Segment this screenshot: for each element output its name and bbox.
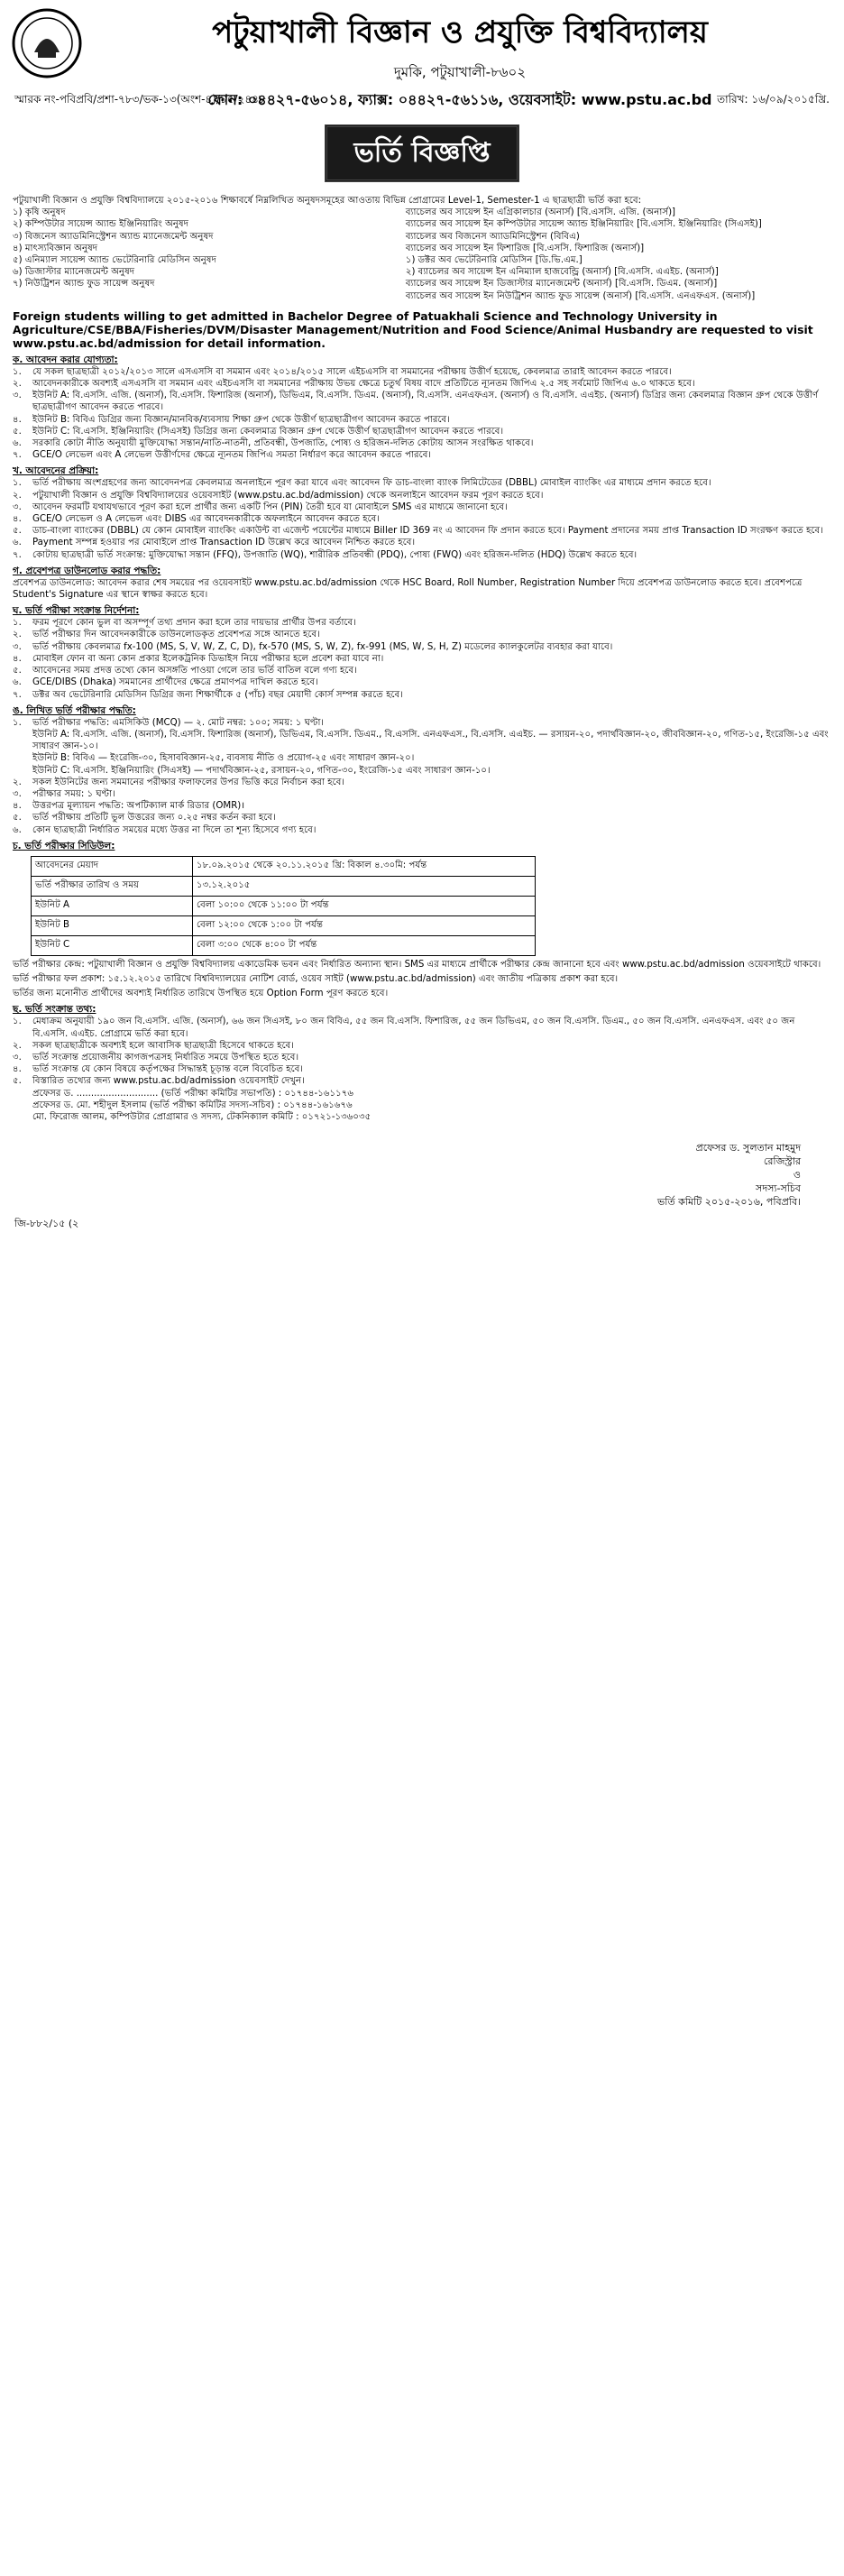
item-number: ৩.: [13, 641, 22, 652]
item-text: আবেদন ফরমটি যথাযথভাবে পূরণ করা হলে প্রার্থীর জন্য একটি পিন (PIN) তৈরী হবে যা মোবাইলে SMS এর মাধ্যমে জানানো হবে।: [32, 501, 508, 512]
item-text: ইউনিট A: বি.এসসি. এজি. (অনার্স), বি.এসসি. ফিশারিজ (অনার্স), ডিভিএম, বি.এসসি. ডিএম., বি.এসসি. এনএফএস., বি.এসসি. এএইচ. — রসায়ন-২০, পদার্থবিজ্ঞান-২০, জীববিজ্ঞান-২০, গণিত-১৫, ইংরেজি-১৫ এবং সাধারণ জ্ঞান-১০।: [32, 729, 829, 752]
list-item: [7, 537, 837, 548]
item-number: ৫.: [13, 1076, 22, 1087]
degree-item: ব্যাচেলর অব সায়েন্স ইন এগ্রিকালচার (অনার্স) [বি.এসসি. এজি. (অনার্স)]: [405, 207, 676, 218]
list-item: [7, 477, 837, 489]
item-text: ফরম পূরণে কোন ভুল বা অসম্পূর্ণ তথ্য প্রদান করা হলে তার দায়ভার প্রার্থীর উপর বর্তাবে।: [32, 618, 356, 629]
list-item: [7, 390, 837, 413]
list-item: [7, 653, 837, 665]
item-number: ১.: [13, 717, 22, 728]
admit-card-text: প্রবেশপত্র ডাউনলোড: আবেদন করার শেষ সময়ের পর ওয়েবসাইট www.pstu.ac.bd/admission থেকে HSC Board, Roll Number, Registration Number দিয়ে প্রবেশপত্র ডাউনলোড করতে হবে। প্রবেশপত্রে Student's Signature এর স্থানে স্বাক্ষর করতে হবে।: [13, 577, 803, 601]
item-text: আবেদনকারীকে অবশ্যই এসএসসি বা সমমান এবং এইচএসসি বা সমমানের পরীক্ষায় উভয় ক্ষেত্রে চতুর্থ বিষয় বাদে প্রতিটিতে ন্যূনতম জিপিএ ২.৫ সহ সর্বমোট জিপিএ ৬.০ থাকতে হবে।: [32, 379, 695, 390]
item-text: ইউনিট A: বি.এসসি. এজি. (অনার্স), বি.এসসি. ফিশারিজ (অনার্স), ডিভিএম, বি.এসসি. ডিএম. (অনার্স), বি.এসসি. এনএফএস. (অনার্স) ও বি.এসসি. এএইচ. (অনার্স) ডিগ্রির জন্য কেবলমাত্র বিজ্ঞান গ্রুপ থেকে উত্তীর্ণ ছাত্রছাত্রীগণ আবেদন করতে পারবে।: [32, 391, 819, 413]
list-item: [7, 1075, 837, 1087]
degree-item: ব্যাচেলর অব সায়েন্স ইন নিউট্রিশন অ্যান্ড ফুড সায়েন্স (অনার্স) [বি.এসসি. এনএফএস. (অনার্স)]: [405, 290, 756, 301]
item-text: ভর্তি পরীক্ষায় কেবলমাত্র fx-100 (MS, S, V, W, Z, C, D), fx-570 (MS, S, W, Z), fx-991 (MS, W, S, H, Z) মডেলের ক্যালকুলেটর ব্যবহার করা যাবে।: [32, 641, 613, 652]
list-item: [7, 729, 837, 752]
item-number: ৪.: [13, 414, 22, 425]
list-item: [7, 437, 837, 449]
signatory-and: ও: [793, 1169, 801, 1182]
degree-item: ১) ডক্টর অব ভেটেরিনারি মেডিসিন [ডি.ভি.এম.]: [405, 255, 583, 266]
list-item: [7, 788, 837, 800]
item-text: যে সকল ছাত্রছাত্রী ২০১২/২০১৩ সালে এসএসসি বা সমমান এবং ২০১৪/২০১৫ সালে এইচএসসি বা সমমানের পরীক্ষায় উত্তীর্ণ হয়েছে, কেবলমাত্র তারাই আবেদন করতে পারবে।: [32, 366, 672, 377]
list-item: [7, 1063, 837, 1075]
list-item: [7, 426, 837, 437]
item-text: কোটায় ছাত্রছাত্রী ভর্তি সংক্রান্ত: মুক্তিযোদ্ধা সন্তান (FFQ), উপজাতি (WQ), শারীরিক প্রতিবন্ধী (PDQ), পোষ্য (FWQ) এবং হরিজন-দলিত (HDQ) উল্লেখ করতে হবে।: [32, 549, 638, 560]
item-text: ডক্টর অব ভেটেরিনারি মেডিসিন ডিগ্রির জন্য শিক্ষার্থীকে ৫ (পাঁচ) বছর মেয়াদী কোর্স সম্পন্ন করতে হবে।: [32, 689, 403, 700]
signature-block: [7, 1141, 837, 1209]
item-number: ১.: [13, 1017, 22, 1027]
contact-numbers: ফোন: ০৪৪২৭-৫৬০১৪, ফ্যাক্স: ০৪৪২৭-৫৬১১৬, ওয়েবসাইট:: [207, 91, 577, 108]
item-text: মোবাইল ফোন বা অন্য কোন প্রকার ইলেকট্রনিক ডিভাইস নিয়ে পরীক্ষার হলে প্রবেশ করা যাবে না।: [32, 653, 384, 664]
signatory-title: রেজিস্ট্রার: [763, 1155, 801, 1168]
signatory-role: সদস্য-সচিব: [756, 1182, 801, 1195]
item-number: [13, 752, 32, 764]
contact-person: মো. ফিরোজ আলম, কম্পিউটার প্রোগ্রামার ও সদস্য, টেকনিক্যাল কমিটি : ০১৭২১-১৩৬০৩৫: [32, 1111, 372, 1122]
section-process-heading: খ. আবেদনের প্রক্রিয়া:: [13, 465, 99, 477]
admission-info-list: [7, 1016, 837, 1087]
section-written-heading: ঙ. লিখিত ভর্তি পরীক্ষার পদ্ধতি:: [13, 704, 136, 716]
list-item: [7, 501, 837, 513]
item-number: [13, 729, 32, 752]
item-text: পটুয়াখালী বিজ্ঞান ও প্রযুক্তি বিশ্ববিদ্যালয়ের ওয়েবসাইট (www.pstu.ac.bd/admission) থেকে অনলাইনে আবেদন ফরম পূরণ করতে হবে।: [32, 490, 544, 501]
instructions-list: [7, 617, 837, 700]
item-number: ৭.: [13, 689, 22, 700]
university-address: দুমকি, পটুয়াখালী-৮৬০২: [393, 64, 527, 80]
schedule-label: ভর্তি পরীক্ষার তারিখ ও সময়: [32, 876, 193, 896]
item-number: ৫.: [13, 666, 22, 676]
list-item: [7, 641, 837, 653]
item-number: ৩.: [13, 788, 22, 799]
contact-persons: [7, 1088, 837, 1124]
list-item: [7, 824, 837, 836]
item-number: ৫.: [13, 526, 22, 537]
list-item: [7, 617, 837, 629]
list-item: [7, 1052, 837, 1063]
item-text: ডাচ-বাংলা ব্যাংকের (DBBL) যে কোন মোবাইল ব্যাংকিং একাউন্ট বা এজেন্ট পয়েন্টের মাধ্যমে Biller ID 369 নং এ আবেদন ফি প্রদান করতে হবে। Payment প্রদানের সময় প্রাপ্ত Transaction ID সংরক্ষণ করতে হবে।: [32, 526, 823, 537]
schedule-value: ১৮.০৯.২০১৫ থেকে ২০.১১.২০১৫ খ্রি: বিকাল ৪.৩০মি: পর্যন্ত: [193, 856, 536, 876]
item-text: GCE/O লেভেল ও A লেভেল এবং DIBS এর আবেদনকারীকে অফলাইনে আবেদন করতে হবে।: [32, 514, 380, 525]
written-exam-list: [7, 717, 837, 836]
schedule-row: [32, 915, 536, 935]
contact-person: প্রফেসর ড. মো. শহীদুল ইসলাম (ভর্তি পরীক্ষা কমিটির সদস্য-সচিব) : ০১৭৪৪-১৬১৬৭৬: [32, 1099, 353, 1110]
notice-page: [7, 0, 837, 1233]
faculty-item: ৭) নিউট্রিশন অ্যান্ড ফুড সায়েন্স অনুষদ: [13, 279, 155, 290]
govt-press-code: জি-৮৮২/১৫ (২: [14, 1218, 79, 1230]
item-number: ৩.: [13, 501, 22, 512]
list-item: [7, 1040, 837, 1052]
list-item: [7, 549, 837, 561]
memo-number: স্মারক নং-পবিপ্রবি/প্রশা-৭৮৩/ভক-১৩(অংশ-৪)/১৫/২৪৪৮: [14, 93, 266, 106]
list-item: [7, 490, 837, 501]
schedule-value: বেলা ১২:০০ থেকে ১:০০ টা পর্যন্ত: [193, 915, 536, 935]
signatory-committee: ভর্তি কমিটি ২০১৫-২০১৬, পবিপ্রবি।: [657, 1196, 801, 1209]
item-text: Payment সম্পন্ন হওয়ার পর মোবাইলে প্রাপ্ত Transaction ID উল্লেখ করে আবেদন নিশ্চিত করতে হবে।: [32, 538, 416, 548]
faculty-item: ৩) বিজনেস অ্যাডমিনিস্ট্রেশন অ্যান্ড ম্যানেজমেন্ট অনুষদ: [13, 231, 214, 242]
schedule-table: [31, 856, 536, 956]
item-text: ইউনিট C: বি.এসসি. ইঞ্জিনিয়ারিং (সিএসই) ডিগ্রির জন্য কেবলমাত্র বিজ্ঞান গ্রুপ থেকে উত্তীর্ণ ছাত্রছাত্রীগণ আবেদন করতে পারবে।: [32, 426, 504, 437]
list-item: [7, 525, 837, 537]
item-number: ৭.: [13, 450, 22, 461]
faculty-item: ১) কৃষি অনুষদ: [13, 207, 66, 218]
item-text: সকল ইউনিটের জন্য সমমানের পরীক্ষার ফলাফলের উপর ভিত্তি করে নির্বাচন করা হবে।: [32, 777, 345, 787]
website-link[interactable]: www.pstu.ac.bd: [581, 91, 712, 108]
item-text: সকল ছাত্রছাত্রীকে অবশ্যই হলে আবাসিক ছাত্রছাত্রী হিসেবে থাকতে হবে।: [32, 1040, 294, 1051]
degree-item: ব্যাচেলর অব সায়েন্স ইন ফিশারিজ [বি.এসসি. ফিশারিজ (অনার্স)]: [405, 243, 645, 253]
item-text: ভর্তি পরীক্ষায় প্রতিটি ভুল উত্তরের জন্য ০.২৫ নম্বর কর্তন করা হবে।: [32, 813, 276, 823]
eligibility-list: [7, 366, 837, 462]
list-item: [7, 366, 837, 378]
item-number: ২.: [13, 630, 22, 640]
foreign-students-notice: Foreign students willing to get admitted in Bachelor Degree of Patuakhali Science and Technology University in Agriculture/CSE/BBA/Fisheries/DVM/Disaster Management/Nutrition and Food Science/Animal Husbandry are requested to visit www.pstu.ac.bd/admission for detail information.: [13, 308, 813, 350]
list-item: [7, 378, 837, 390]
process-list: [7, 477, 837, 560]
list-item: [7, 676, 837, 688]
section-admit-heading: গ. প্রবেশপত্র ডাউনলোড করার পদ্ধতি:: [13, 565, 161, 576]
faculty-list: [7, 207, 837, 302]
item-number: ৪.: [13, 514, 22, 525]
item-number: ২.: [13, 490, 22, 501]
schedule-row: [32, 876, 536, 896]
schedule-note: ভর্তি পরীক্ষার ফল প্রকাশ: ১৫.১২.২০১৫ তারিখে বিশ্ববিদ্যালয়ের নোটিশ বোর্ড, ওয়েব সাইট (www.pstu.ac.bd/admission) এবং জাতীয় পত্রিকায় প্রকাশ করা হবে।: [13, 973, 619, 984]
list-item: [7, 717, 837, 729]
section-schedule-heading: চ. ভর্তি পরীক্ষার সিডিউল:: [13, 840, 115, 851]
item-text: মেধাক্রম অনুযায়ী ১৯০ জন বি.এসসি. এজি. (অনার্স), ৬৬ জন সিএসই, ৮০ জন বিবিএ, ৫৫ জন বি.এসসি. ফিশারিজ, ৫৫ জন ডিভিএম, ৫০ জন বি.এসসি. ডিএম., ৫০ জন বি.এসসি. এনএফএস. এবং ৫০ জন বি.এসসি. এএইচ. প্রোগ্রামে ভর্তি করা হবে।: [32, 1017, 795, 1039]
list-item: [7, 665, 837, 676]
schedule-label: ইউনিট B: [32, 915, 193, 935]
item-number: ৫.: [13, 426, 22, 437]
memo-date: তারিখ: ১৬/০৯/২০১৫খ্রি.: [717, 93, 830, 106]
item-number: ১.: [13, 478, 22, 489]
item-text: ইউনিট B: বিবিএ — ইংরেজি-৩০, হিসাববিজ্ঞান-২৫, ব্যবসায় নীতি ও প্রয়োগ-২৫ এবং সাধারণ জ্ঞান-২০।: [32, 753, 415, 764]
item-number: ২.: [13, 379, 22, 390]
list-item: [7, 1016, 837, 1039]
item-text: ইউনিট C: বি.এসসি. ইঞ্জিনিয়ারিং (সিএসই) — পদার্থবিজ্ঞান-২৫, রসায়ন-২০, গণিত-৩০, ইংরেজি-১৫ এবং সাধারণ জ্ঞান-১০।: [32, 765, 491, 776]
schedule-value: ১৩.১২.২০১৫: [193, 876, 536, 896]
list-item: [7, 449, 837, 461]
item-text: সরকারি কোটা নীতি অনুযায়ী মুক্তিযোদ্ধা সন্তান/নাতি-নাতনী, প্রতিবন্ধী, উপজাতি, পোষ্য ও হরিজন-দলিত কোটায় আসন সংরক্ষিত থাকবে।: [32, 438, 534, 449]
item-number: ৩.: [13, 1052, 22, 1063]
faculty-item: ৬) ডিজাস্টার ম্যানেজমেন্ট অনুষদ: [13, 267, 135, 278]
list-item: [7, 513, 837, 525]
list-item: [7, 777, 837, 788]
item-number: ৭.: [13, 549, 22, 560]
item-number: ৩.: [13, 391, 22, 401]
item-number: ৪.: [13, 653, 22, 664]
item-text: কোন ছাত্রছাত্রী নির্ধারিত সময়ের মধ্যে উত্তর না দিলে তা শূন্য হিসেবে গণ্য হবে।: [32, 824, 316, 835]
item-text: ভর্তি পরীক্ষার পদ্ধতি: এমসিকিউ (MCQ) — ২. মোট নম্বর: ১০০; সময়: ১ ঘণ্টা।: [32, 717, 325, 728]
item-number: ৬.: [13, 538, 22, 548]
item-number: ৬.: [13, 824, 22, 835]
schedule-label: ইউনিট A: [32, 896, 193, 915]
item-text: ভর্তি পরীক্ষায় অংশগ্রহণের জন্য আবেদনপত্র কেবলমাত্র অনলাইনে পূরণ করা যাবে এবং আবেদন ফি ডাচ-বাংলা ব্যাংক লিমিটেডের (DBBL) মোবাইল ব্যাংকিং এর মাধ্যমে প্রদান করতে হবে।: [32, 478, 711, 489]
item-text: ভর্তি সংক্রান্ত প্রয়োজনীয় কাগজপত্রসহ নির্ধারিত সময়ে উপস্থিত হতে হবে।: [32, 1052, 299, 1063]
section-info-heading: ছ. ভর্তি সংক্রান্ত তথ্য:: [13, 1004, 96, 1016]
schedule-row: [32, 856, 536, 876]
item-number: ৫.: [13, 813, 22, 823]
item-number: ৪.: [13, 801, 22, 812]
list-item: [7, 812, 837, 823]
faculty-names: [13, 207, 406, 302]
schedule-value: বেলা ১০:০০ থেকে ১১:০০ টা পর্যন্ত: [193, 896, 536, 915]
section-eligibility-heading: ক. আবেদন করার যোগ্যতা:: [13, 354, 118, 365]
list-item: [7, 765, 837, 777]
item-number: [13, 765, 32, 777]
item-number: ৬.: [13, 438, 22, 449]
admission-notice-banner: ভর্তি বিজ্ঞপ্তি: [325, 124, 519, 182]
schedule-note: ভর্তি পরীক্ষার কেন্দ্র: পটুয়াখালী বিজ্ঞান ও প্রযুক্তি বিশ্ববিদ্যালয় একাডেমিক ভবন এবং নির্ধারিত অন্যান্য স্থান। SMS এর মাধ্যমে প্রার্থীকে পরীক্ষার কেন্দ্র জানানো হবে এবং www.pstu.ac.bd/admission ওয়েবসাইটে থাকবে।: [13, 959, 821, 970]
footer: [7, 1216, 837, 1233]
list-item: [7, 800, 837, 812]
item-number: ২.: [13, 777, 22, 787]
degree-item: ব্যাচেলর অব সায়েন্স ইন ডিজাস্টার ম্যানেজমেন্ট (অনার্স) [বি.এসসি. ডিএম. (অনার্স)]: [405, 279, 718, 290]
item-text: আবেদনের সময় প্রদত্ত তথ্যে কোন অসঙ্গতি পাওয়া গেলে তার ভর্তি বাতিল বলে গণ্য হবে।: [32, 666, 357, 676]
schedule-label: ইউনিট C: [32, 935, 193, 955]
list-item: [7, 689, 837, 701]
item-text: ভর্তি পরীক্ষার দিন আবেদনকারীকে ডাউনলোডকৃত প্রবেশপত্র সঙ্গে আনতে হবে।: [32, 630, 320, 640]
list-item: [7, 414, 837, 426]
list-item: [7, 629, 837, 640]
item-text: ভর্তি সংক্রান্ত যে কোন বিষয়ে কর্তৃপক্ষের সিদ্ধান্তই চূড়ান্ত বলে বিবেচিত হবে।: [32, 1064, 304, 1075]
degree-item: ২) ব্যাচেলর অব সায়েন্স ইন এনিম্যাল হাজবেন্ড্রি (অনার্স) [বি.এসসি. এএইচ. (অনার্স)]: [405, 267, 719, 278]
item-text: GCE/DIBS (Dhaka) সমমানের প্রার্থীদের ক্ষেত্রে প্রমাণপত্র দাখিল করতে হবে।: [32, 677, 318, 688]
faculty-item: ৫) এনিম্যাল সায়েন্স অ্যান্ড ভেটেরিনারি মেডিসিন অনুষদ: [13, 255, 216, 266]
item-number: ৪.: [13, 1064, 22, 1075]
faculty-item: ২) কম্পিউটার সায়েন্স অ্যান্ড ইঞ্জিনিয়ারিং অনুষদ: [13, 219, 188, 230]
degree-item: ব্যাচেলর অব বিজনেস অ্যাডমিনিস্ট্রেশন (বিবিএ): [405, 231, 580, 242]
item-number: ২.: [13, 1040, 22, 1051]
university-logo: [11, 7, 83, 79]
schedule-row: [32, 896, 536, 915]
intro-text: পটুয়াখালী বিজ্ঞান ও প্রযুক্তি বিশ্ববিদ্যালয়ে ২০১৫-২০১৬ শিক্ষাবর্ষে নিম্নলিখিত অনুষদসমূহের আওতায় বিভিন্ন প্রোগ্রামের Level-1, Semester-1 এ ছাত্রছাত্রী ভর্তি করা হবে:: [13, 196, 642, 206]
degree-item: ব্যাচেলর অব সায়েন্স ইন কম্পিউটার সায়েন্স অ্যান্ড ইঞ্জিনিয়ারিং [বি.এসসি. ইঞ্জিনিয়ারিং (সিএসই)]: [405, 219, 762, 230]
item-number: ১.: [13, 366, 22, 377]
signatory-name: প্রফেসর ড. সুলতান মাহমুদ: [695, 1142, 801, 1155]
item-text: পরীক্ষার সময়: ১ ঘণ্টা।: [32, 788, 115, 799]
degree-names: [406, 207, 831, 302]
item-text: উত্তরপত্র মূল্যায়ন পদ্ধতি: অপটিক্যাল মার্ক রিডার (OMR)।: [32, 801, 245, 812]
faculty-item: ৪) মাৎস্যবিজ্ঞান অনুষদ: [13, 243, 98, 253]
list-item: [7, 752, 837, 764]
schedule-label: আবেদনের মেয়াদ: [32, 856, 193, 876]
section-instructions-heading: ঘ. ভর্তি পরীক্ষা সংক্রান্ত নির্দেশনা:: [13, 605, 140, 617]
schedule-note: ভর্তির জন্য মনোনীত প্রার্থীদের অবশ্যই নির্ধারিত তারিখে উপস্থিত হয়ে Option Form পূরণ করতে হবে।: [13, 989, 389, 999]
schedule-notes: [7, 959, 837, 1000]
university-name: পটুয়াখালী বিজ্ঞান ও প্রযুক্তি বিশ্ববিদ্যালয়: [212, 14, 708, 51]
contact-person: প্রফেসর ড. ............................ (ভর্তি পরীক্ষা কমিটির সভাপতি) : ০১৭৪৪-১৬১১৭৬: [32, 1088, 353, 1099]
item-number: ১.: [13, 618, 22, 629]
item-number: ৬.: [13, 677, 22, 688]
item-text: GCE/O লেভেল এবং A লেভেল উত্তীর্ণদের ক্ষেত্রে ন্যূনতম জিপিএ সমতা নির্ধারণ করে আবেদন করতে পারবে।: [32, 450, 432, 461]
schedule-value: বেলা ৩:০০ থেকে ৪:০০ টা পর্যন্ত: [193, 935, 536, 955]
item-text: ইউনিট B: বিবিএ ডিগ্রির জন্য বিজ্ঞান/মানবিক/ব্যবসায় শিক্ষা গ্রুপ থেকে উত্তীর্ণ ছাত্রছাত্রীগণ আবেদন করতে পারবে।: [32, 414, 450, 425]
schedule-row: [32, 935, 536, 955]
item-text: বিস্তারিত তথ্যের জন্য www.pstu.ac.bd/admission ওয়েবসাইট দেখুন।: [32, 1076, 305, 1087]
